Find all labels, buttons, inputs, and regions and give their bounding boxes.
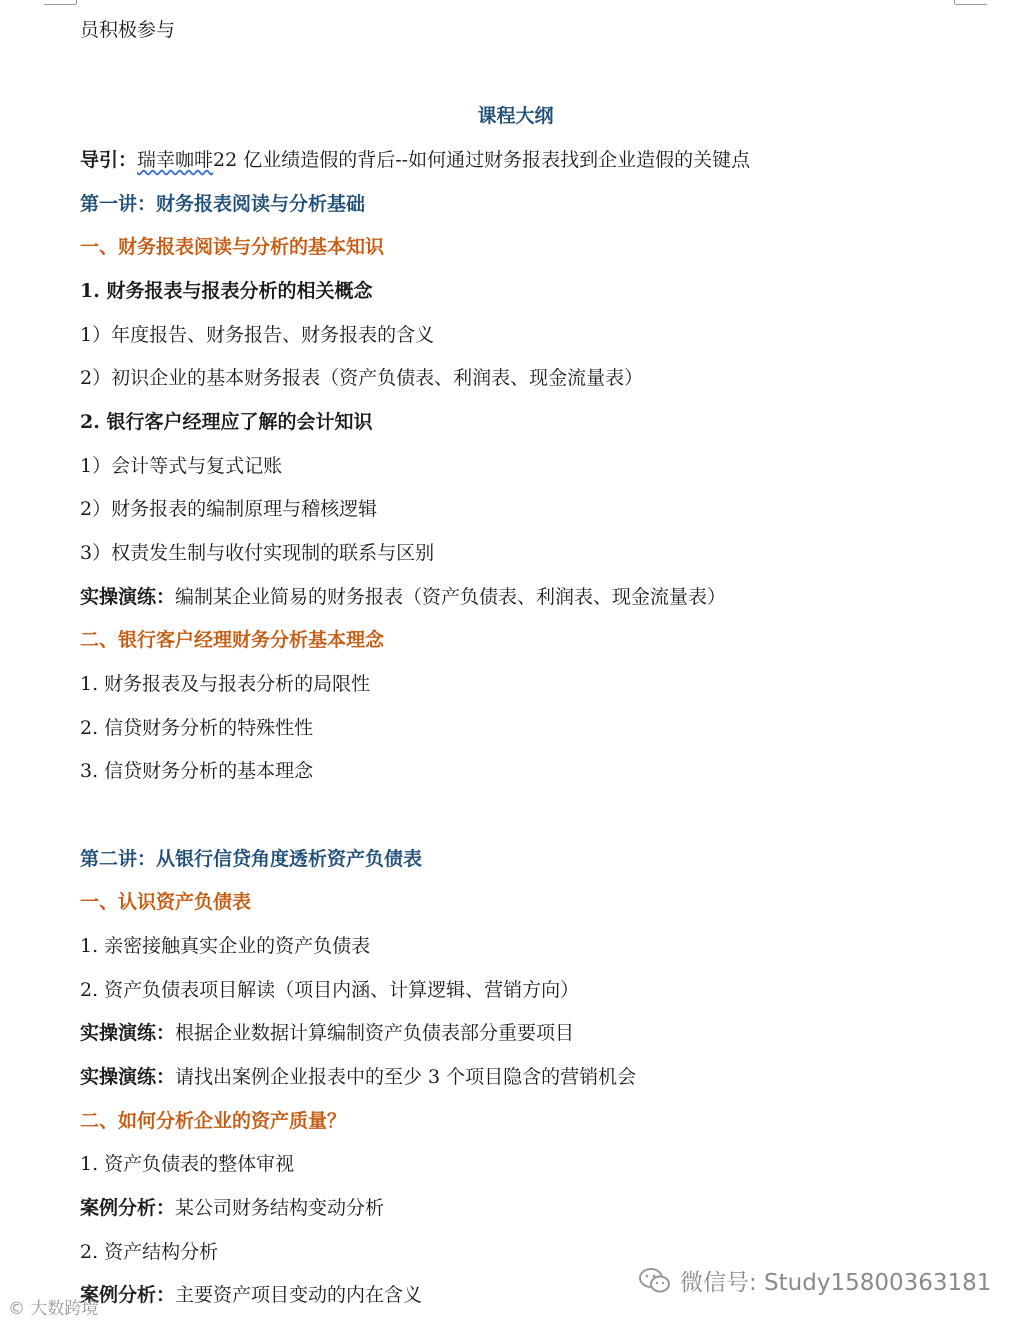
case-text: 某公司财务结构变动分析 bbox=[175, 1197, 385, 1219]
lecture1-title: 第一讲：财务报表阅读与分析基础 bbox=[80, 193, 366, 215]
watermark-bottom-left: © 大数跨境 bbox=[8, 1299, 99, 1319]
lecture1-practice bbox=[80, 584, 726, 610]
top-continuation-text: 员积极参与 bbox=[80, 19, 176, 41]
case-label: 案例分析： bbox=[80, 1284, 176, 1306]
page-corner-tick-left bbox=[76, 0, 77, 4]
intro-prefix: 导引： bbox=[80, 149, 138, 171]
lecture2-practice2 bbox=[80, 1064, 636, 1090]
lecture1-section1-title: 一、财务报表阅读与分析的基本知识 bbox=[80, 236, 385, 258]
intro-text: 22 亿业绩造假的背后--如何通过财务报表找到企业造假的关键点 bbox=[213, 149, 751, 171]
lecture2-practice1 bbox=[80, 1020, 574, 1046]
practice-label: 实操演练： bbox=[80, 1022, 176, 1044]
lecture1-item1-sub2: 2）初识企业的基本财务报表（资产负债表、利润表、现金流量表） bbox=[80, 367, 644, 389]
lecture2-case1 bbox=[80, 1195, 384, 1221]
lecture2-section2-item1: 1. 资产负债表的整体审视 bbox=[80, 1153, 295, 1175]
page-corner-mark-right bbox=[955, 0, 987, 5]
wechat-icon bbox=[638, 1267, 672, 1295]
page-corner-mark-left bbox=[44, 0, 76, 5]
practice-label: 实操演练： bbox=[80, 1066, 176, 1088]
watermark-wechat-text: 微信号: Study15800363181 bbox=[680, 1270, 992, 1296]
lecture2-case2 bbox=[80, 1282, 422, 1308]
lecture2-section1-item2: 2. 资产负债表项目解读（项目内涵、计算逻辑、营销方向） bbox=[80, 979, 580, 1001]
case-text: 主要资产项目变动的内在含义 bbox=[175, 1284, 423, 1306]
lecture1-section2-item3: 3. 信贷财务分析的基本理念 bbox=[80, 760, 314, 782]
lecture1-section2-item1: 1. 财务报表及与报表分析的局限性 bbox=[80, 673, 371, 695]
lecture1-item2: 2. 银行客户经理应了解的会计知识 bbox=[80, 411, 373, 433]
lecture2-section1-item1: 1. 亲密接触真实企业的资产负债表 bbox=[80, 935, 371, 957]
lecture1-item2-sub3: 3）权责发生制与收付实现制的联系与区别 bbox=[80, 542, 435, 564]
page-corner-tick-right bbox=[954, 0, 955, 4]
practice-text: 根据企业数据计算编制资产负债表部分重要项目 bbox=[175, 1022, 575, 1044]
lecture1-section2-item2: 2. 信贷财务分析的特殊性性 bbox=[80, 717, 314, 739]
lecture2-section2-item2: 2. 资产结构分析 bbox=[80, 1241, 219, 1263]
lecture1-item2-sub1: 1）会计等式与复式记账 bbox=[80, 455, 283, 477]
outline-title: 课程大纲 bbox=[477, 105, 554, 127]
practice-label: 实操演练： bbox=[80, 586, 176, 608]
case-label: 案例分析： bbox=[80, 1197, 176, 1219]
lecture2-section2-title: 二、如何分析企业的资产质量？ bbox=[80, 1110, 347, 1132]
intro-line bbox=[80, 147, 750, 173]
lecture1-item2-sub2: 2）财务报表的编制原理与稽核逻辑 bbox=[80, 498, 378, 520]
spellcheck-word: 瑞幸咖啡 bbox=[137, 149, 214, 171]
lecture1-section2-title: 二、银行客户经理财务分析基本理念 bbox=[80, 629, 385, 651]
watermark-wechat bbox=[638, 1264, 991, 1297]
practice-text: 请找出案例企业报表中的至少 3 个项目隐含的营销机会 bbox=[175, 1066, 637, 1088]
lecture2-title: 第二讲：从银行信贷角度透析资产负债表 bbox=[80, 848, 423, 870]
lecture2-section1-title: 一、认识资产负债表 bbox=[80, 891, 252, 913]
lecture1-item1-sub1: 1）年度报告、财务报告、财务报表的含义 bbox=[80, 324, 435, 346]
lecture1-item1: 1. 财务报表与报表分析的相关概念 bbox=[80, 280, 373, 302]
practice-text: 编制某企业简易的财务报表（资产负债表、利润表、现金流量表） bbox=[175, 586, 727, 608]
